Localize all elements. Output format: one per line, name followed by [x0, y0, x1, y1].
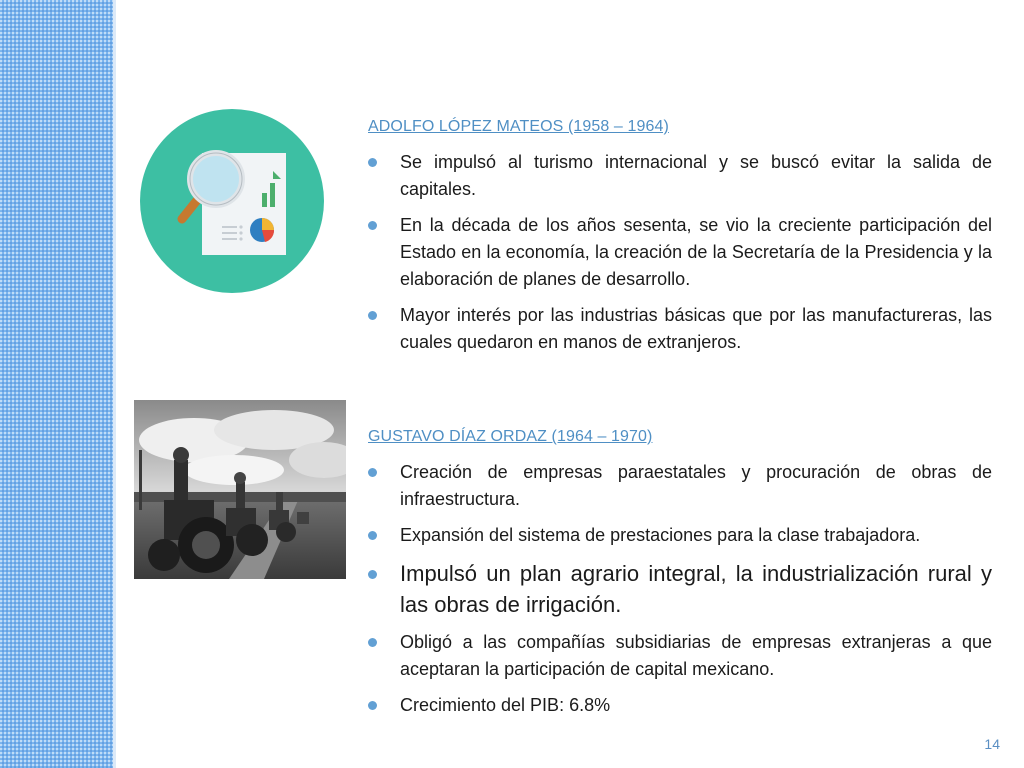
bullet-icon [368, 221, 377, 230]
bullet-text: Mayor interés por las industrias básicas que por las manufactureras, las cuales quedaron en manos de extranjeros. [400, 305, 992, 352]
lopez-mateos-bullet-list [368, 149, 992, 365]
list-item [368, 522, 992, 549]
bullet-text: En la década de los años sesenta, se vio la creciente participación del Estado en la economía, la creación de la Secretaría de la Presidencia y la elaboración de planes de desarrollo. [400, 215, 992, 289]
bullet-text: Creación de empresas paraestatales y procuración de obras de infraestructura. [400, 462, 992, 509]
farmers-on-tractors-photo [134, 400, 346, 579]
bullet-icon [368, 468, 377, 477]
bullet-text: Crecimiento del PIB: 6.8% [400, 695, 611, 715]
decorative-side-bar [0, 0, 113, 768]
list-item [368, 629, 992, 683]
page-number: 14 [984, 736, 1000, 752]
side-bar-edge [113, 0, 116, 768]
report-analysis-icon [140, 109, 324, 293]
list-item [368, 558, 992, 620]
section-heading-diaz-ordaz: GUSTAVO DÍAZ ORDAZ (1964 – 1970) [368, 428, 653, 445]
list-item [368, 212, 992, 293]
bullet-text: Obligó a las compañías subsidiarias de empresas extranjeras a que aceptaran la participación de capital mexicano. [400, 632, 992, 679]
list-item [368, 302, 992, 356]
bullet-icon [368, 701, 377, 710]
list-item [368, 692, 992, 719]
bullet-text: Expansión del sistema de prestaciones para la clase trabajadora. [400, 525, 921, 545]
list-item [368, 459, 992, 513]
diaz-ordaz-bullet-list [368, 459, 992, 728]
bullet-icon [368, 638, 377, 647]
list-item [368, 149, 992, 203]
bullet-text: Impulsó un plan agrario integral, la industrialización rural y las obras de irrigación. [400, 561, 992, 617]
bullet-icon [368, 531, 377, 540]
bullet-icon [368, 158, 377, 167]
bullet-text: Se impulsó al turismo internacional y se buscó evitar la salida de capitales. [400, 152, 992, 199]
bullet-icon [368, 311, 377, 320]
bullet-icon [368, 570, 377, 579]
section-heading-lopez-mateos: ADOLFO LÓPEZ MATEOS (1958 – 1964) [368, 118, 669, 135]
